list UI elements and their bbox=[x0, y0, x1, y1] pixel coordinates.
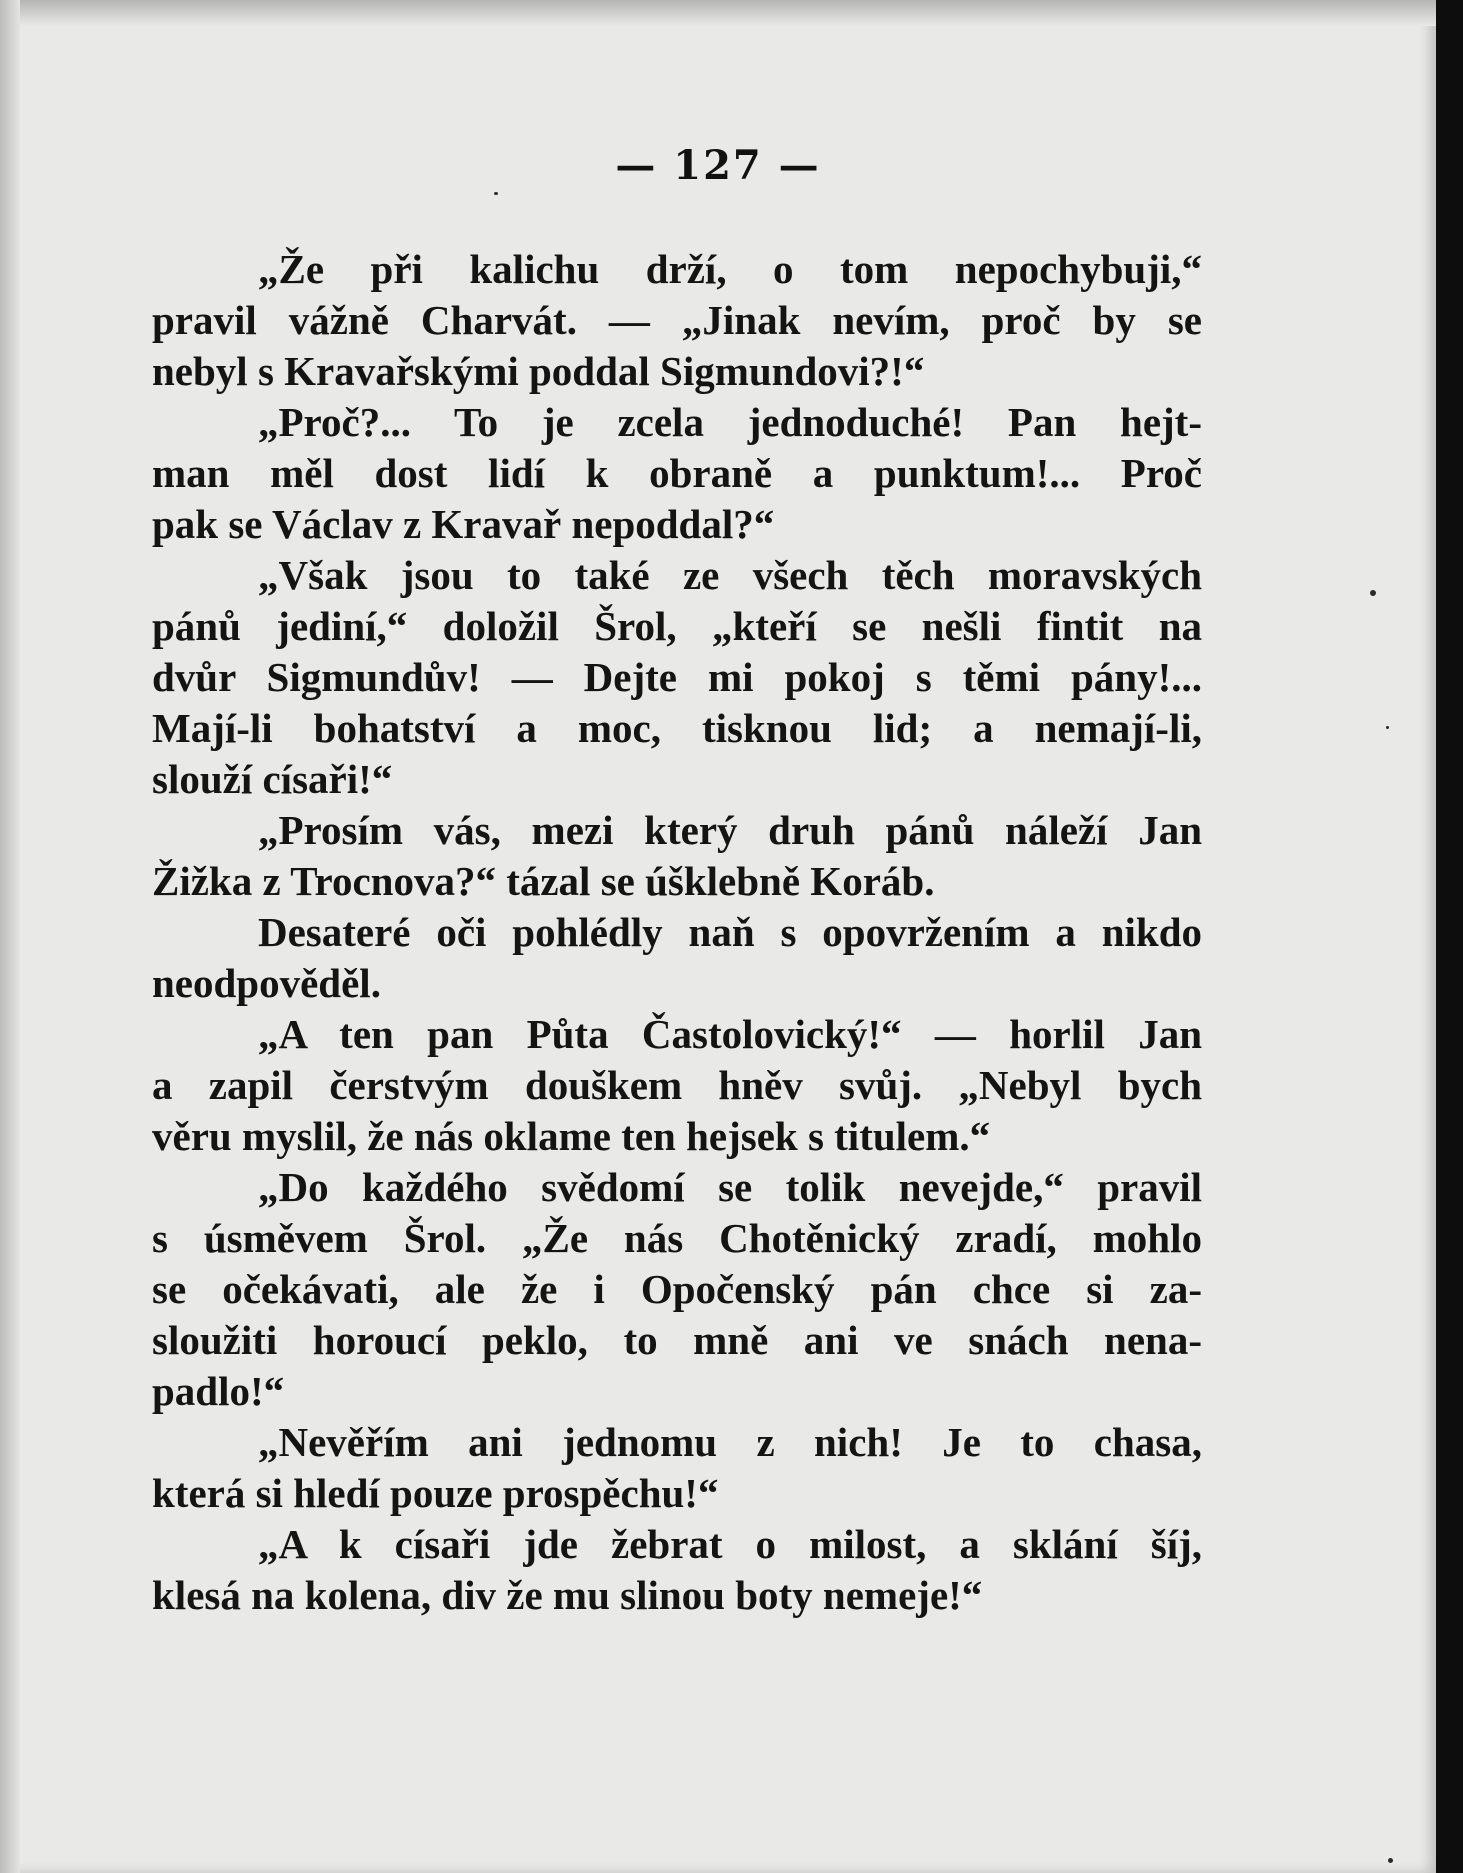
text-line: man měl dost lidí k obraně a punktum!... Proč bbox=[152, 450, 1202, 496]
text-line: neodpověděl. bbox=[152, 960, 381, 1006]
text-line: Desateré oči pohlédly naň s opovržením a nikdo bbox=[258, 909, 1202, 955]
text-line: pánů jediní,“ doložil Šrol, „kteří se nešli fintit na bbox=[152, 603, 1202, 649]
text-line: „Do každého svědomí se tolik nevejde,“ pravil bbox=[258, 1164, 1202, 1210]
text-line: věru myslil, že nás oklame ten hejsek s titulem.“ bbox=[152, 1113, 991, 1159]
text-line: „A ten pan Půta Častolovický!“ — horlil Jan bbox=[258, 1011, 1202, 1057]
body-text bbox=[152, 244, 1202, 1621]
ink-speck bbox=[1388, 1858, 1393, 1863]
text-line: slouží císaři!“ bbox=[152, 756, 393, 802]
ink-speck bbox=[1370, 590, 1376, 596]
page-top-edge bbox=[0, 0, 1436, 26]
text-line: „Že při kalichu drží, o tom nepochybuji,“ bbox=[258, 246, 1202, 292]
text-line: Žižka z Trocnova?“ tázal se úšklebně Koráb. bbox=[152, 858, 935, 904]
ink-speck bbox=[494, 192, 498, 195]
page-number: — 127 — bbox=[615, 142, 821, 189]
text-line: která si hledí pouze prospěchu!“ bbox=[152, 1470, 719, 1516]
text-line: pravil vážně Charvát. — „Jinak nevím, proč by se bbox=[152, 297, 1202, 343]
text-line: dvůr Sigmundův! — Dejte mi pokoj s těmi pány!... bbox=[152, 654, 1202, 700]
text-line: sloužiti horoucí peklo, to mně ani ve snách nena- bbox=[152, 1317, 1202, 1363]
text-line: „A k císaři jde žebrat o milost, a sklání šíj, bbox=[258, 1521, 1202, 1567]
ink-speck bbox=[1386, 726, 1389, 729]
text-line: pak se Václav z Kravař nepoddal?“ bbox=[152, 501, 775, 547]
text-line: „Však jsou to také ze všech těch moravských bbox=[258, 552, 1202, 598]
text-line: „Prosím vás, mezi který druh pánů náleží Jan bbox=[258, 807, 1202, 853]
page-gutter bbox=[0, 0, 20, 1873]
text-line: klesá na kolena, div že mu slinou boty nemeje!“ bbox=[152, 1572, 983, 1618]
text-line: se očekávati, ale že i Opočenský pán chce si za- bbox=[152, 1266, 1202, 1312]
text-line: a zapil čerstvým douškem hněv svůj. „Nebyl bych bbox=[152, 1062, 1202, 1108]
text-line: Mají-li bohatství a moc, tisknou lid; a nemají-li, bbox=[152, 705, 1202, 751]
text-line: „Proč?... To je zcela jednoduché! Pan hejt- bbox=[258, 399, 1202, 445]
text-line: s úsměvem Šrol. „Že nás Chotěnický zradí, mohlo bbox=[152, 1215, 1202, 1261]
text-line: padlo!“ bbox=[152, 1368, 285, 1414]
text-line: „Nevěřím ani jednomu z nich! Je to chasa, bbox=[258, 1419, 1202, 1465]
text-line: nebyl s Kravařskými poddal Sigmundovi?!“ bbox=[152, 348, 925, 394]
